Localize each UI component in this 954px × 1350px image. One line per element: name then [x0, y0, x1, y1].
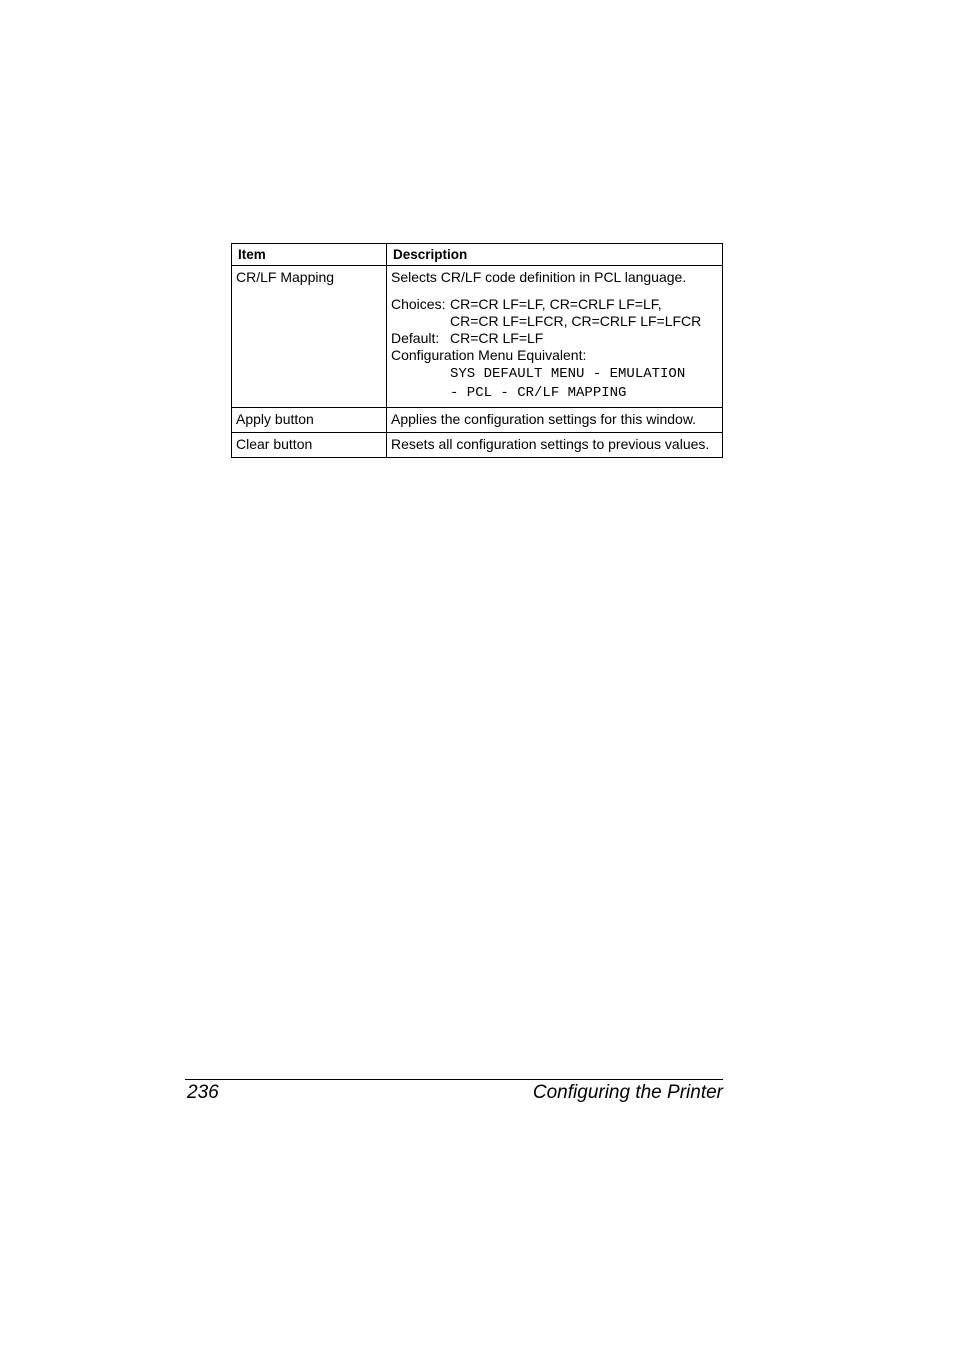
crlf-menu-path-line2: - PCL - CR/LF MAPPING	[450, 385, 627, 401]
crlf-default-value: CR=CR LF=LF	[450, 330, 544, 346]
table-row	[232, 266, 723, 408]
table-row	[232, 433, 723, 458]
crlf-summary: Selects CR/LF code definition in PCL language.	[391, 269, 687, 285]
row-item-apply-button: Apply button	[232, 408, 387, 433]
crlf-choices	[391, 296, 718, 313]
row-description-clear-button: Resets all configuration settings to previous values.	[387, 433, 723, 458]
table-header-row	[232, 244, 723, 266]
crlf-menu-path-line1: SYS DEFAULT MENU - EMULATION	[450, 366, 686, 382]
section-title: Configuring the Printer	[532, 1082, 723, 1103]
crlf-default	[391, 330, 718, 347]
row-item-clear-button: Clear button	[232, 433, 387, 458]
settings-table	[231, 243, 723, 458]
header-description: Description	[387, 244, 723, 266]
crlf-choices-label: Choices:	[391, 296, 446, 312]
row-description-apply-button: Applies the configuration settings for this window.	[387, 408, 723, 433]
row-description-crlf-mapping	[387, 266, 723, 408]
page-number: 236	[187, 1082, 219, 1103]
table-row	[232, 408, 723, 433]
crlf-menu-label: Configuration Menu Equivalent:	[391, 347, 587, 363]
footer-divider	[185, 1079, 723, 1080]
header-item: Item	[232, 244, 387, 266]
crlf-default-label: Default:	[391, 330, 440, 346]
row-item-crlf-mapping: CR/LF Mapping	[232, 266, 387, 408]
crlf-choices-line2: CR=CR LF=LFCR, CR=CRLF LF=LFCR	[450, 313, 702, 329]
crlf-choices-line1: CR=CR LF=LF, CR=CRLF LF=LF,	[450, 296, 662, 312]
